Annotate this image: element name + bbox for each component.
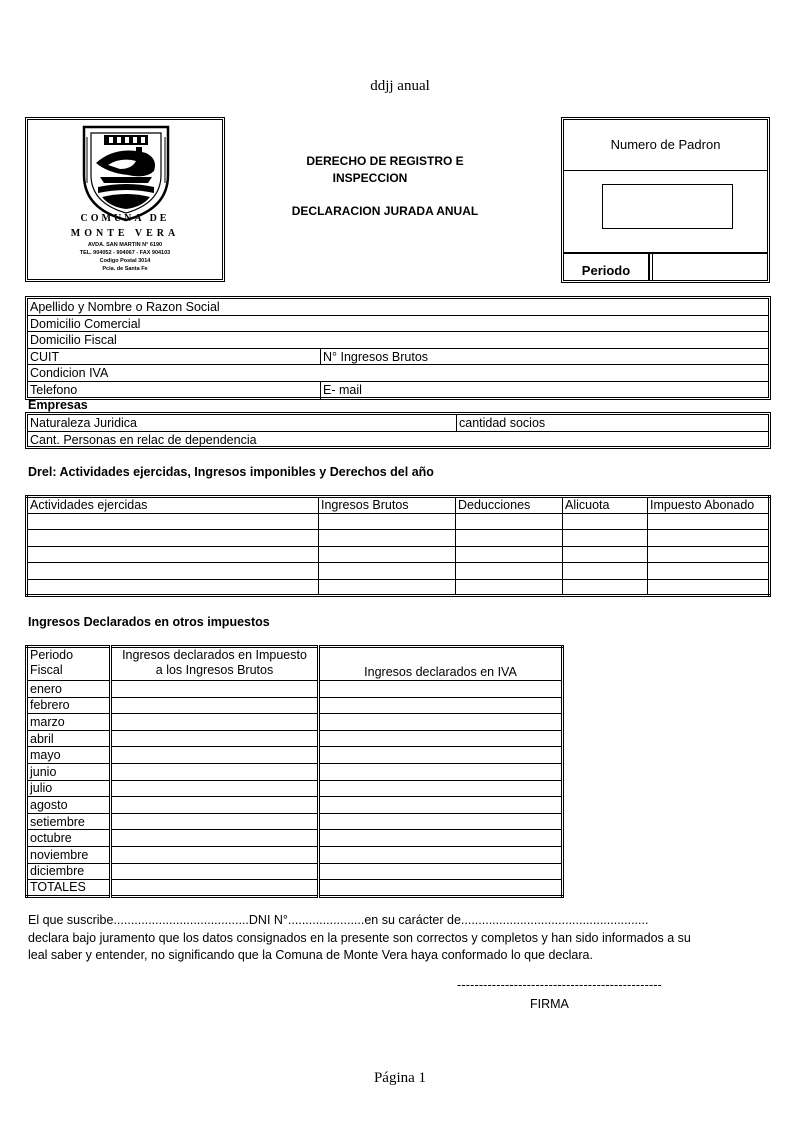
table-cell[interactable] xyxy=(319,513,456,530)
table-cell[interactable] xyxy=(319,681,563,698)
commune-phone: TEL. 904052 - 904067 - FAX 904103 xyxy=(79,250,171,256)
col-header-alicuota: Alicuota xyxy=(563,497,648,514)
table-row xyxy=(27,813,563,830)
table-cell[interactable] xyxy=(111,730,319,747)
table-row xyxy=(27,513,770,530)
ingresos-section-title: Ingresos Declarados en otros impuestos xyxy=(28,615,270,629)
table-cell[interactable] xyxy=(111,813,319,830)
field-cantidad-socios[interactable]: cantidad socios xyxy=(456,415,545,431)
actividades-table xyxy=(25,495,771,597)
table-row xyxy=(27,830,563,847)
table-row xyxy=(27,530,770,547)
table-row xyxy=(27,763,563,780)
table-cell[interactable] xyxy=(319,846,563,863)
col-header-ingresos-ib xyxy=(111,647,319,681)
col-header-ib-line2: a los Ingresos Brutos xyxy=(155,663,274,677)
table-row xyxy=(27,579,770,596)
table-cell[interactable] xyxy=(111,863,319,880)
commune-province: Pcia. de Santa Fe xyxy=(102,266,148,272)
commune-name-line1: COMUNA DE xyxy=(80,213,170,224)
table-cell[interactable] xyxy=(319,697,563,714)
table-cell[interactable] xyxy=(456,579,563,596)
table-cell[interactable] xyxy=(456,546,563,563)
table-cell[interactable] xyxy=(111,780,319,797)
table-row xyxy=(27,714,563,731)
table-cell[interactable] xyxy=(648,546,770,563)
col-header-periodo-fiscal xyxy=(27,647,111,681)
signature-label: FIRMA xyxy=(530,997,569,1011)
table-cell[interactable] xyxy=(319,530,456,547)
table-cell[interactable] xyxy=(319,880,563,897)
periodo-input[interactable] xyxy=(652,254,767,280)
month-label: diciembre xyxy=(27,863,111,880)
month-label: mayo xyxy=(27,747,111,764)
table-cell[interactable] xyxy=(563,513,648,530)
taxpayer-data-box xyxy=(25,296,771,400)
table-row xyxy=(27,863,563,880)
month-label: febrero xyxy=(27,697,111,714)
table-cell[interactable] xyxy=(27,579,319,596)
table-cell[interactable] xyxy=(319,763,563,780)
col-header-ingresos-brutos: Ingresos Brutos xyxy=(319,497,456,514)
table-row xyxy=(27,681,563,698)
declaration-line1: El que suscribe.......................................DNI N°......................en su carácter de...................................................... xyxy=(28,913,649,927)
col-header-actividades: Actividades ejercidas xyxy=(27,497,319,514)
declaration-line3: leal saber y entender, no significando que la Comuna de Monte Vera haya conformado lo que declara. xyxy=(28,948,593,962)
table-cell[interactable] xyxy=(648,513,770,530)
padron-label: Numero de Padron xyxy=(564,120,767,171)
table-header-row xyxy=(27,497,770,514)
coat-of-arms-icon xyxy=(76,123,176,223)
month-label: abril xyxy=(27,730,111,747)
page-number: Página 1 xyxy=(373,1070,427,1086)
table-cell[interactable] xyxy=(319,579,456,596)
signature-line: ----------------------------------------------- xyxy=(457,978,663,992)
table-row xyxy=(27,697,563,714)
table-cell[interactable] xyxy=(111,697,319,714)
table-cell[interactable] xyxy=(456,513,563,530)
table-cell[interactable] xyxy=(111,714,319,731)
table-cell[interactable] xyxy=(563,563,648,580)
field-cuit[interactable]: CUIT N° Ingresos Brutos xyxy=(28,349,768,366)
padron-box xyxy=(561,117,770,283)
empresas-box xyxy=(25,412,771,449)
table-cell[interactable] xyxy=(648,563,770,580)
col-header-ingresos-iva xyxy=(319,647,563,681)
table-row xyxy=(27,846,563,863)
month-label: marzo xyxy=(27,714,111,731)
table-cell[interactable] xyxy=(111,763,319,780)
totals-row xyxy=(27,880,563,897)
actividades-section-title: Drel: Actividades ejercidas, Ingresos imponibles y Derechos del año xyxy=(28,465,434,479)
table-cell[interactable] xyxy=(111,830,319,847)
table-cell[interactable] xyxy=(111,797,319,814)
table-cell[interactable] xyxy=(319,730,563,747)
table-cell[interactable] xyxy=(111,880,319,897)
table-cell[interactable] xyxy=(456,563,563,580)
form-title-line2: INSPECCION xyxy=(332,171,408,185)
month-label: octubre xyxy=(27,830,111,847)
document-title: ddjj anual xyxy=(370,78,430,94)
padron-input[interactable] xyxy=(602,184,733,229)
field-telefono[interactable]: Telefono E- mail xyxy=(30,382,362,397)
form-title-line1: DERECHO DE REGISTRO E xyxy=(306,154,464,168)
table-row xyxy=(27,747,563,764)
field-condicion-iva[interactable]: Condicion IVA xyxy=(28,365,768,382)
table-cell[interactable] xyxy=(648,530,770,547)
ingresos-table xyxy=(25,645,564,898)
totals-label: TOTALES xyxy=(27,880,111,897)
table-cell[interactable] xyxy=(111,846,319,863)
form-subtitle: DECLARACION JURADA ANUAL xyxy=(291,204,479,218)
periodo-label: Periodo xyxy=(564,254,650,280)
table-cell[interactable] xyxy=(319,780,563,797)
table-cell[interactable] xyxy=(319,714,563,731)
empresas-label: Empresas xyxy=(28,398,88,412)
table-row xyxy=(27,780,563,797)
table-cell[interactable] xyxy=(27,513,319,530)
table-cell[interactable] xyxy=(319,747,563,764)
table-cell[interactable] xyxy=(111,747,319,764)
declaration-line2: declara bajo juramento que los datos consignados en la presente son correctos y completos y han sido informados a su xyxy=(28,931,691,945)
month-label: setiembre xyxy=(27,813,111,830)
table-cell[interactable] xyxy=(563,546,648,563)
table-header-row xyxy=(27,647,563,681)
commune-address: AVDA. SAN MARTIN N° 6190 xyxy=(87,242,163,248)
periodo-row xyxy=(564,252,767,280)
table-cell[interactable] xyxy=(319,830,563,847)
field-ingresos-brutos[interactable]: N° Ingresos Brutos xyxy=(320,349,428,365)
month-label: junio xyxy=(27,763,111,780)
field-email[interactable]: E- mail xyxy=(320,382,362,399)
commune-name-line2: MONTE VERA xyxy=(70,228,180,239)
table-cell[interactable] xyxy=(563,530,648,547)
table-cell[interactable] xyxy=(319,797,563,814)
table-cell[interactable] xyxy=(111,681,319,698)
table-row xyxy=(27,546,770,563)
logo-box xyxy=(25,117,225,282)
col-header-deducciones: Deducciones xyxy=(456,497,563,514)
month-label: noviembre xyxy=(27,846,111,863)
table-cell[interactable] xyxy=(319,863,563,880)
table-cell[interactable] xyxy=(563,579,648,596)
col-header-periodo-line1: Periodo xyxy=(30,648,74,662)
table-cell[interactable] xyxy=(319,563,456,580)
field-naturaleza-juridica[interactable]: Naturaleza Juridica cantidad socios xyxy=(28,415,768,432)
table-row xyxy=(27,563,770,580)
col-header-periodo-line2: Fiscal xyxy=(30,663,63,677)
table-cell[interactable] xyxy=(27,563,319,580)
month-label: julio xyxy=(27,780,111,797)
field-domicilio-comercial[interactable]: Domicilio Comercial xyxy=(28,316,768,333)
field-cant-personas[interactable]: Cant. Personas en relac de dependencia xyxy=(30,432,257,447)
field-domicilio-fiscal[interactable]: Domicilio Fiscal xyxy=(28,332,768,349)
month-label: agosto xyxy=(27,797,111,814)
table-row xyxy=(27,797,563,814)
table-cell[interactable] xyxy=(456,530,563,547)
table-cell[interactable] xyxy=(319,813,563,830)
table-cell[interactable] xyxy=(648,579,770,596)
field-apellido-nombre[interactable]: Apellido y Nombre o Razon Social xyxy=(28,299,768,316)
month-label: enero xyxy=(27,681,111,698)
col-header-iva-line: Ingresos declarados en IVA xyxy=(364,665,517,679)
table-cell[interactable] xyxy=(27,530,319,547)
col-header-impuesto-abonado: Impuesto Abonado xyxy=(648,497,770,514)
col-header-ib-line1: Ingresos declarados en Impuesto xyxy=(122,648,307,662)
table-cell[interactable] xyxy=(319,546,456,563)
commune-postal-code: Codigo Postal 3014 xyxy=(99,258,151,264)
table-cell[interactable] xyxy=(27,546,319,563)
table-row xyxy=(27,730,563,747)
